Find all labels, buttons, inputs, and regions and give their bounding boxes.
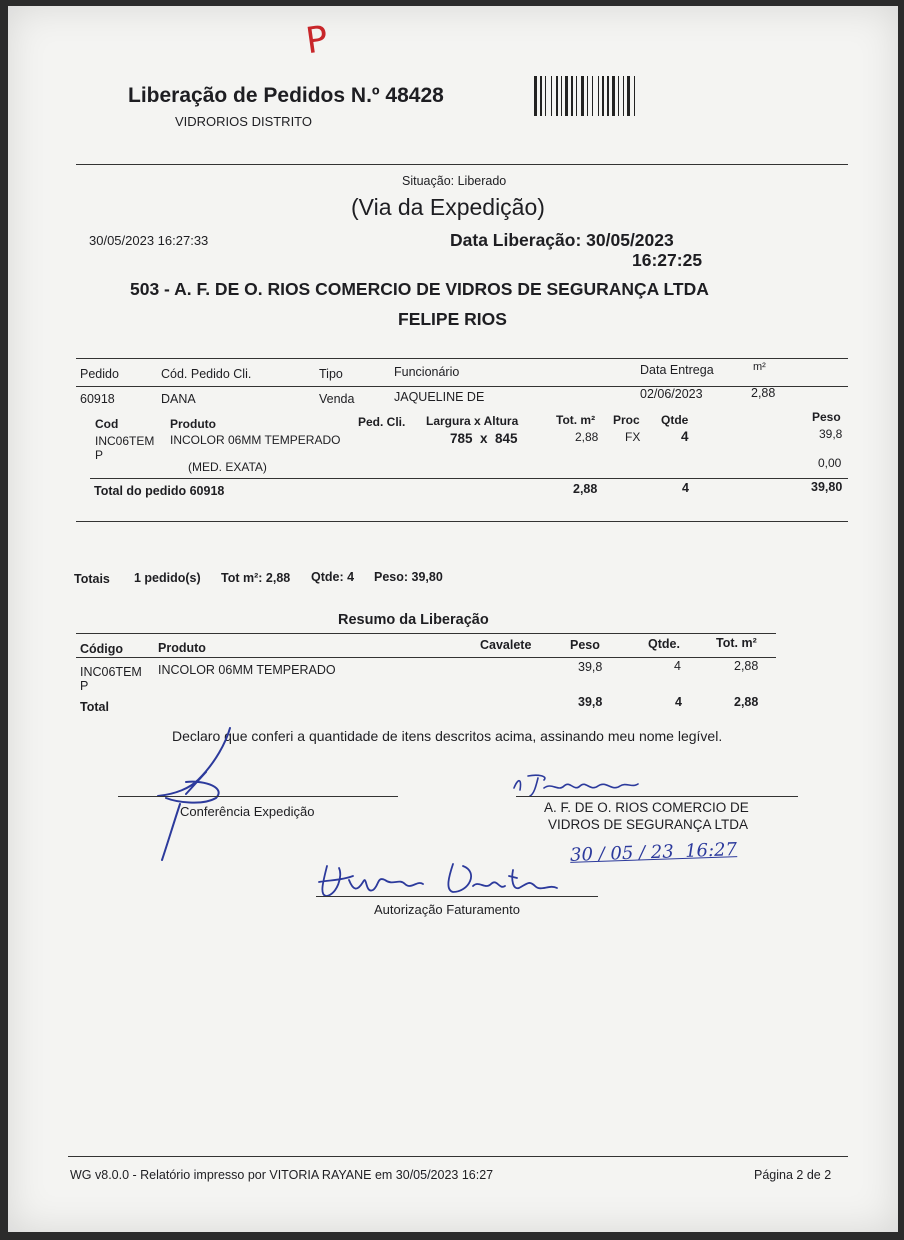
company-name: VIDRORIOS DISTRITO <box>175 114 312 129</box>
item-peso: 39,8 <box>819 427 843 441</box>
release-date: Data Liberação: 30/05/2023 <box>450 230 674 250</box>
item-header-largura-altura: Largura x Altura <box>426 414 519 428</box>
barcode-bar <box>571 76 573 116</box>
order-total-m2: 2,88 <box>573 482 598 496</box>
barcode-bar <box>540 76 542 116</box>
item-header-proc: Proc <box>613 413 640 427</box>
item-header-peso: Peso <box>812 410 841 424</box>
order-header-rule <box>76 386 848 387</box>
col-header-funcionario: Funcionário <box>394 365 460 379</box>
barcode-bar <box>598 76 599 116</box>
resumo-header-produto: Produto <box>158 641 206 655</box>
totals-qtde: Qtde: 4 <box>311 570 355 584</box>
item-header-qtde: Qtde <box>661 413 689 427</box>
client-signature-name-line1: A. F. DE O. RIOS COMERCIO DE <box>544 800 749 815</box>
client-signature-line <box>516 796 798 797</box>
status-label: Situação: Liberado <box>402 174 507 188</box>
conferencia-label: Conferência Expedição <box>180 804 315 819</box>
resumo-header-qtde: Qtde. <box>648 637 680 651</box>
totals-pedidos: 1 pedido(s) <box>134 571 201 585</box>
resumo-header-tot-m2: Tot. m² <box>716 636 757 650</box>
header-divider <box>76 164 848 165</box>
red-handwritten-mark: P <box>303 18 331 63</box>
barcode <box>534 76 672 116</box>
resumo-top-rule <box>76 633 776 634</box>
item-cod-line1: INC06TEM <box>95 434 155 448</box>
resumo-row-codigo-line1: INC06TEM <box>80 665 142 679</box>
footer-page-number: Página 2 de 2 <box>754 1168 832 1182</box>
client-contact: FELIPE RIOS <box>398 309 507 329</box>
col-header-m2: m² <box>753 361 766 373</box>
item-header-tot-m2: Tot. m² <box>556 413 596 427</box>
item-qtde: 4 <box>681 429 689 444</box>
order-cod-pedido-cli: DANA <box>161 392 196 406</box>
barcode-bar <box>602 76 604 116</box>
autorizacao-label: Autorização Faturamento <box>374 902 520 917</box>
resumo-total-tot-m2: 2,88 <box>734 695 759 709</box>
barcode-bar <box>634 76 635 116</box>
autorizacao-signature <box>313 846 573 906</box>
resumo-header-rule <box>76 657 776 658</box>
barcode-bar <box>534 76 537 116</box>
barcode-bar <box>551 76 552 116</box>
col-header-cod-pedido-cli: Cód. Pedido Cli. <box>161 367 252 381</box>
barcode-bar <box>607 76 609 116</box>
resumo-row-produto: INCOLOR 06MM TEMPERADO <box>158 663 336 677</box>
barcode-bar <box>565 76 568 116</box>
order-total-rule <box>90 478 848 479</box>
item-cod-line2: P <box>95 448 104 462</box>
barcode-bar <box>587 76 588 116</box>
resumo-row-peso: 39,8 <box>578 660 603 674</box>
footer-report-info: WG v8.0.0 - Relatório impresso por VITORIA RAYANE em 30/05/2023 16:27 <box>70 1168 494 1182</box>
order-funcionario: JAQUELINE DE <box>394 390 485 404</box>
barcode-bar <box>623 76 624 116</box>
resumo-row-codigo-line2: P <box>80 679 89 693</box>
barcode-bar <box>612 76 615 116</box>
resumo-header-cavalete: Cavalete <box>480 638 532 652</box>
totals-peso: Peso: 39,80 <box>374 570 443 584</box>
order-m2: 2,88 <box>751 386 776 400</box>
item-header-cod: Cod <box>95 417 119 431</box>
item-note-peso: 0,00 <box>818 456 842 470</box>
item-produto: INCOLOR 06MM TEMPERADO <box>170 433 341 447</box>
item-proc: FX <box>625 430 641 444</box>
conferencia-line <box>118 796 398 797</box>
barcode-bar <box>556 76 558 116</box>
footer-rule <box>68 1156 848 1157</box>
item-header-produto: Produto <box>170 417 216 431</box>
resumo-total-qtde: 4 <box>675 695 682 709</box>
resumo-title: Resumo da Liberação <box>338 612 489 628</box>
barcode-bar <box>545 76 546 116</box>
via-label: (Via da Expedição) <box>351 194 545 220</box>
document-title: Liberação de Pedidos N.º 48428 <box>128 84 444 107</box>
barcode-bar <box>592 76 593 116</box>
resumo-total-peso: 39,8 <box>578 695 603 709</box>
autorizacao-line <box>316 896 598 897</box>
col-header-data-entrega: Data Entrega <box>640 363 714 377</box>
item-dimensions: 785 x 845 <box>450 431 518 446</box>
conferencia-signature <box>146 722 286 862</box>
order-total-peso: 39,80 <box>811 480 843 494</box>
order-pedido: 60918 <box>80 392 115 406</box>
order-data-entrega: 02/06/2023 <box>640 387 703 401</box>
order-total-qtde: 4 <box>682 481 689 495</box>
printed-timestamp: 30/05/2023 16:27:33 <box>89 233 209 248</box>
document-page <box>8 6 898 1232</box>
resumo-row-tot-m2: 2,88 <box>734 659 759 673</box>
col-header-tipo: Tipo <box>319 367 343 381</box>
barcode-bar <box>576 76 577 116</box>
resumo-row-qtde: 4 <box>674 659 681 673</box>
client-name: 503 - A. F. DE O. RIOS COMERCIO DE VIDROS DE SEGURANÇA LTDA <box>130 279 709 299</box>
barcode-bar <box>627 76 630 116</box>
order-table-top-rule <box>76 358 848 359</box>
col-header-pedido: Pedido <box>80 367 119 381</box>
release-time: 16:27:25 <box>632 250 703 270</box>
totals-m2: Tot m²: 2,88 <box>221 571 291 585</box>
client-signature-name-line2: VIDROS DE SEGURANÇA LTDA <box>548 817 749 832</box>
resumo-header-peso: Peso <box>570 638 600 652</box>
item-tot-m2: 2,88 <box>575 430 599 444</box>
barcode-bar <box>561 76 562 116</box>
declaration-text: Declaro que conferi a quantidade de itens descritos acima, assinando meu nome legível. <box>172 728 723 744</box>
handwritten-date: 30 / 05 / 23 16:27 <box>569 839 738 866</box>
item-header-ped-cli: Ped. Cli. <box>358 415 406 429</box>
barcode-bar <box>581 76 584 116</box>
resumo-total-label: Total <box>80 700 109 714</box>
barcode-bar <box>618 76 619 116</box>
order-total-label: Total do pedido 60918 <box>94 484 225 498</box>
item-note: (MED. EXATA) <box>188 460 267 474</box>
resumo-header-codigo: Código <box>80 642 124 656</box>
totals-label: Totais <box>74 572 110 586</box>
order-tipo: Venda <box>319 392 355 406</box>
order-table-bottom-rule <box>76 521 848 522</box>
